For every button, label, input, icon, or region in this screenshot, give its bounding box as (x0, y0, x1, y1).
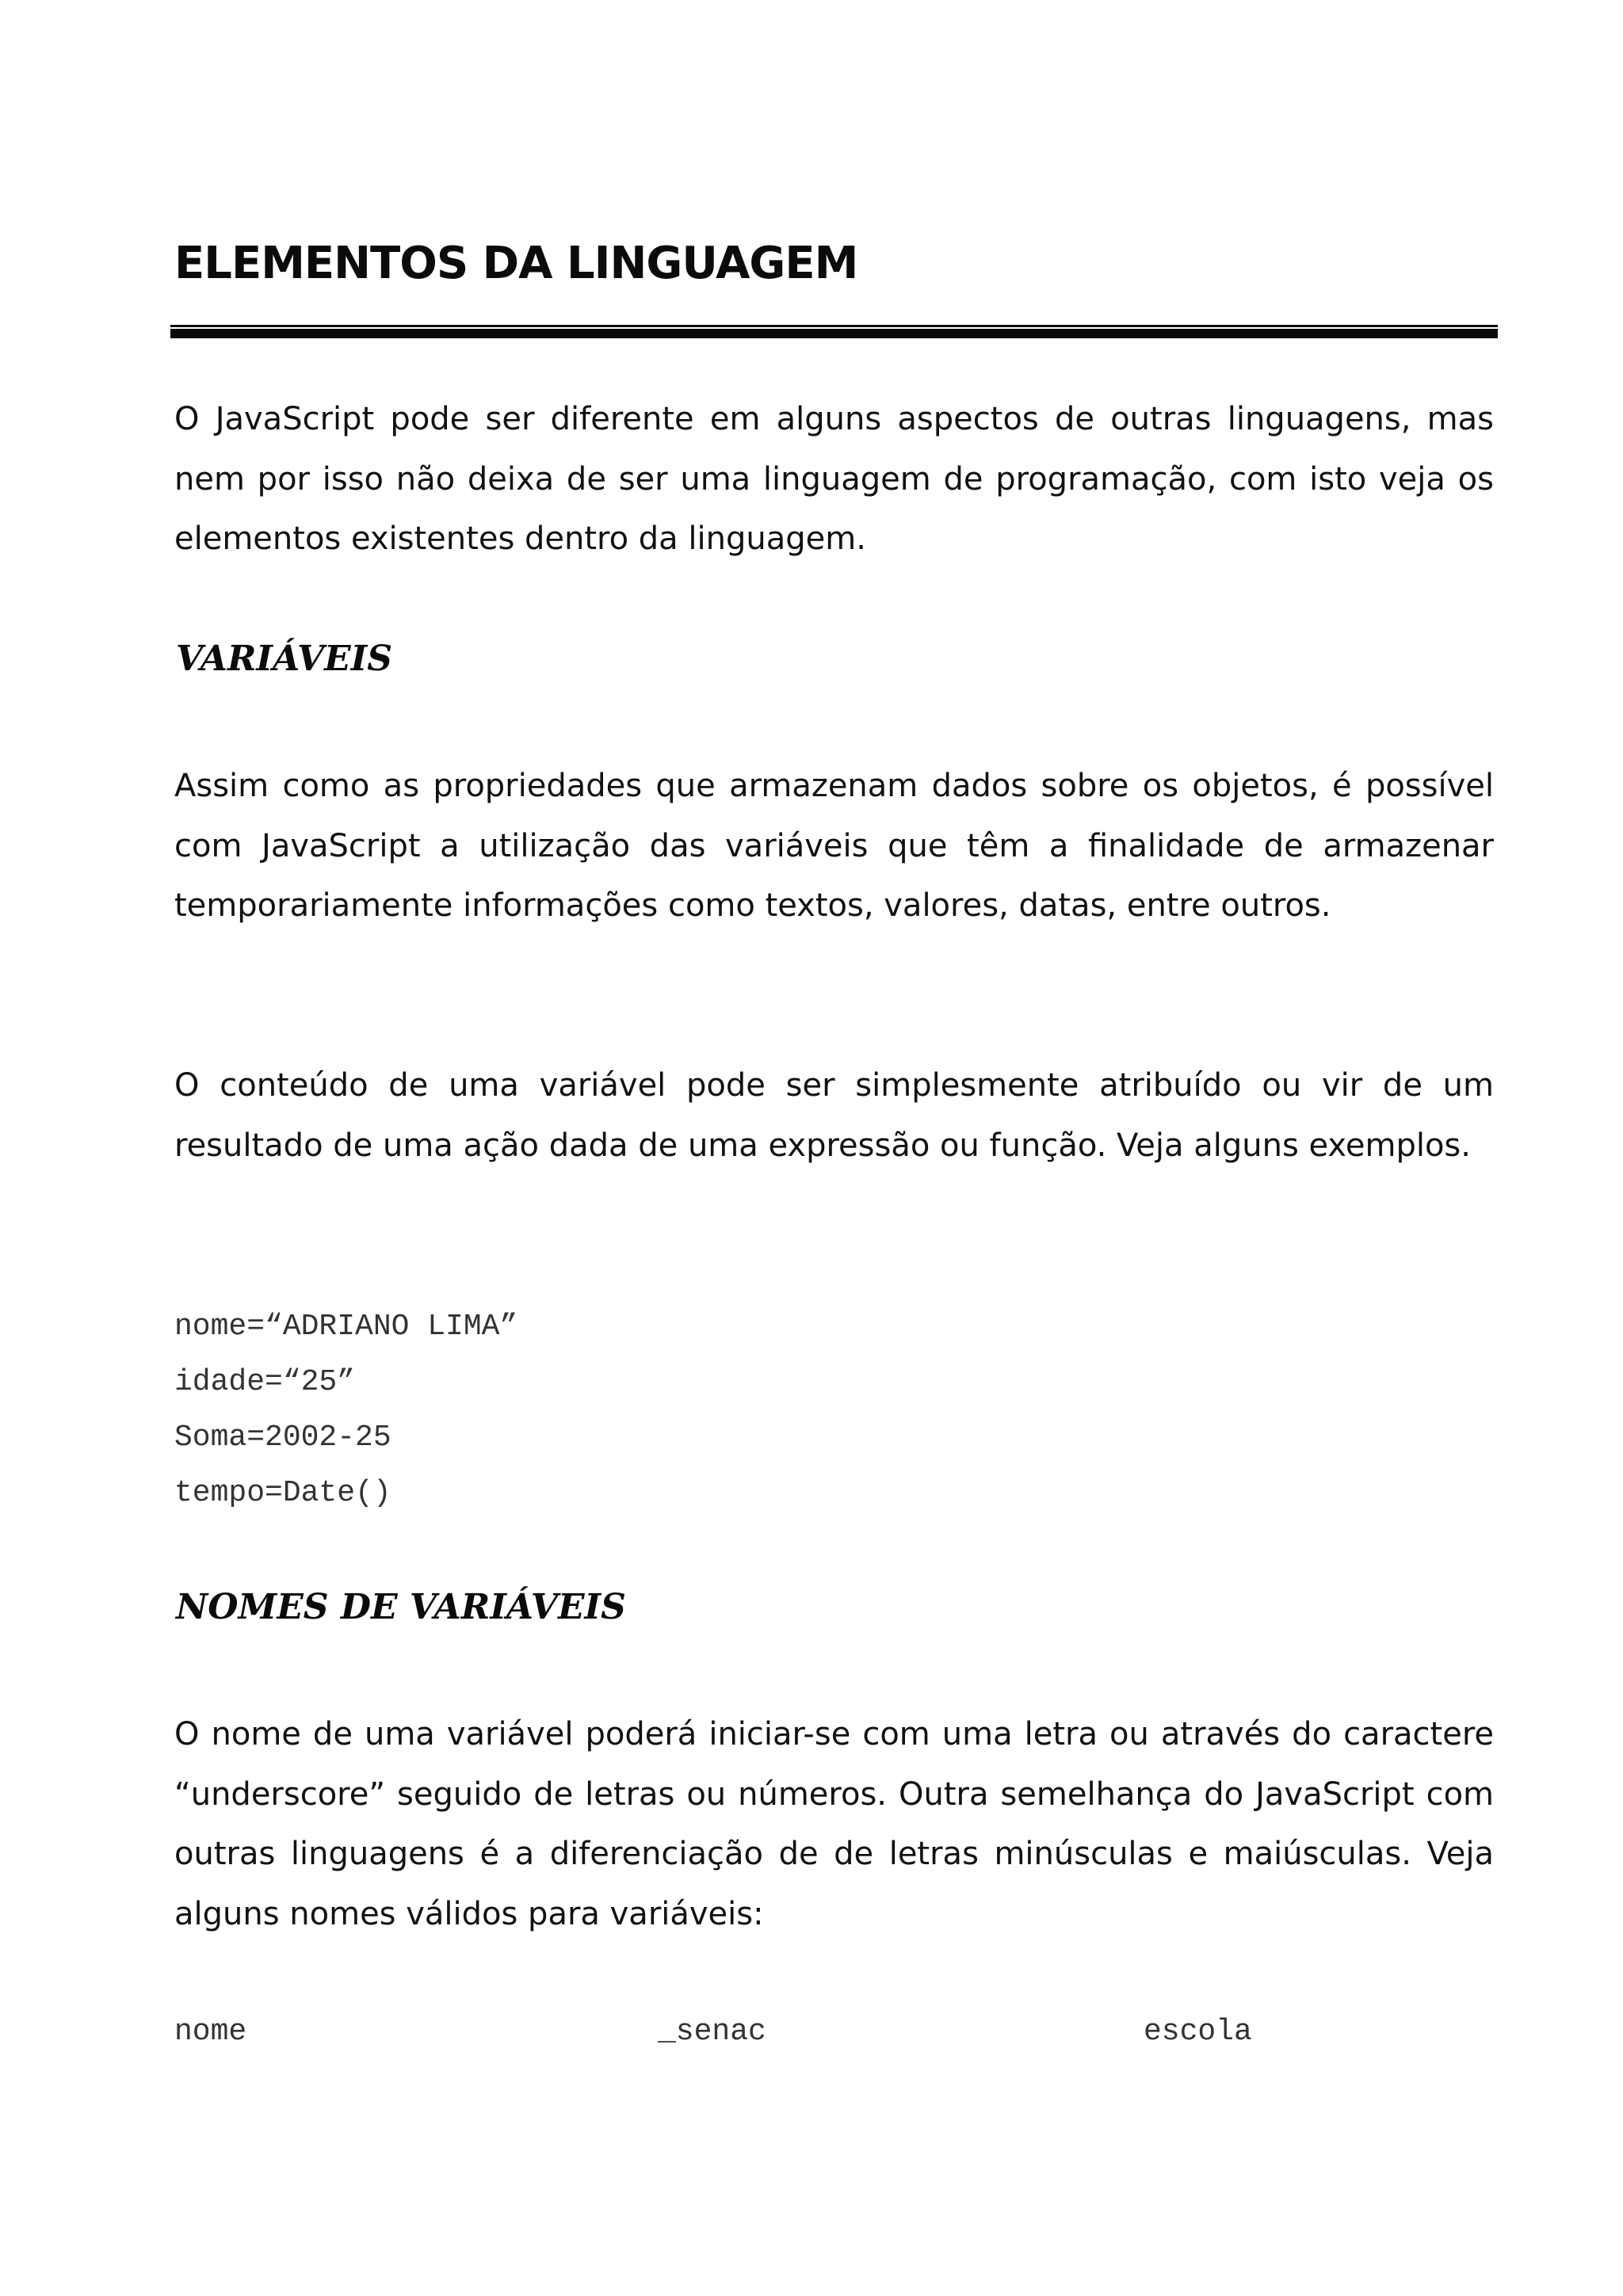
intro-paragraph: O JavaScript pode ser diferente em alguns aspectos de outras linguagens, mas nem por isso não deixa de ser uma linguagem de programação, com isto veja os elementos existentes dentro da linguagem. (174, 401, 1494, 557)
code-line: Soma=2002-25 (174, 1421, 391, 1455)
variable-names-heading: NOMES DE VARIÁVEIS (176, 1587, 626, 1627)
code-line: idade=“25” (174, 1365, 356, 1399)
code-examples (174, 1299, 517, 1521)
title-rule-thick (170, 329, 1498, 338)
valid-names-row (0, 2004, 1623, 2060)
chapter-title: ELEMENTOS DA LINGUAGEM (174, 238, 858, 289)
variables-paragraph-1: Assim como as propriedades que armazenam dados sobre os objetos, é possível com JavaScript a utilização das variáveis que têm a finalidade de armazenar temporariamente informações como textos, valores, datas, entre outros. (174, 768, 1494, 924)
variables-heading: VARIÁVEIS (176, 639, 392, 679)
valid-name: _senac (658, 2015, 766, 2049)
valid-name: nome (174, 2015, 247, 2049)
variable-names-paragraph: O nome de uma variável poderá iniciar-se com uma letra ou através do caractere “underscore” seguido de letras ou números. Outra semelhança do JavaScript com outras linguagens é a diferenciação de de letras minúsculas e maiúsculas. Veja alguns nomes válidos para variáveis: (174, 1716, 1494, 1932)
title-rule-thin (170, 325, 1498, 327)
code-line: nome=“ADRIANO LIMA” (174, 1310, 518, 1344)
code-line: tempo=Date() (174, 1476, 391, 1510)
valid-name: escola (1144, 2015, 1252, 2049)
variables-paragraph-2: O conteúdo de uma variável pode ser simplesmente atribuído ou vir de um resultado de uma ação dada de uma expressão ou função. Veja alguns exemplos. (174, 1067, 1494, 1164)
